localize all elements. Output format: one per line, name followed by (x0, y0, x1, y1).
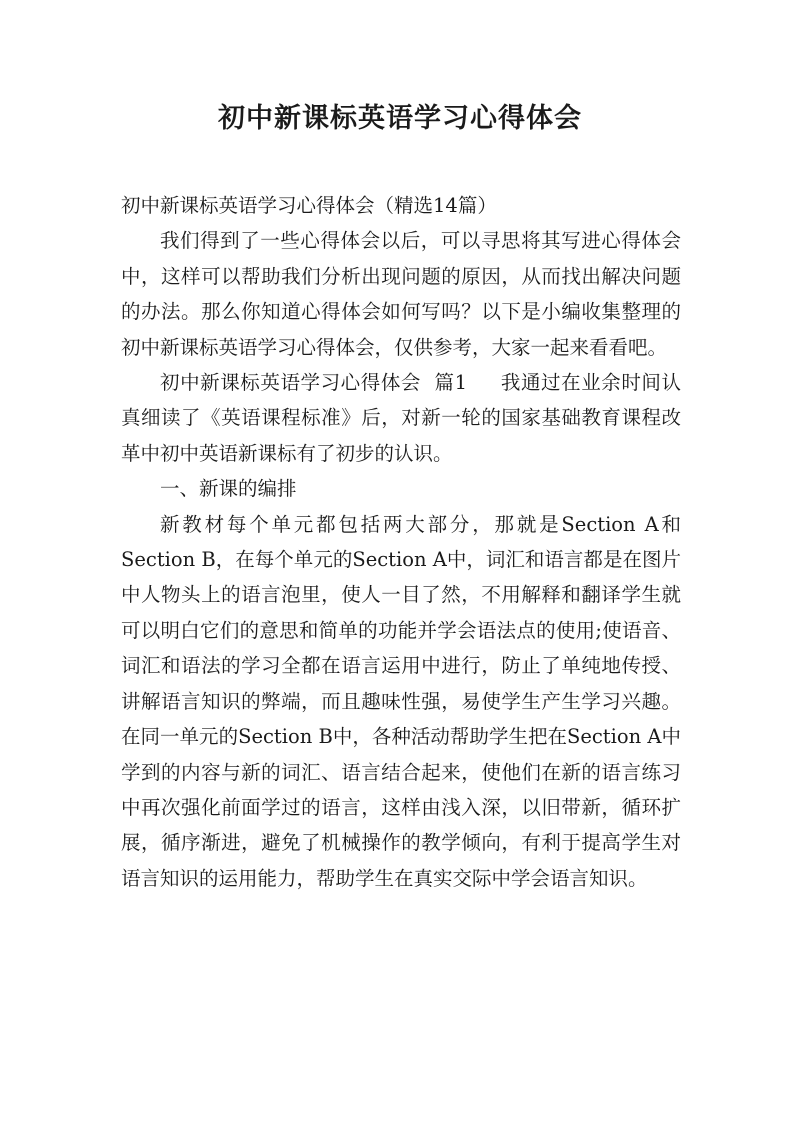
section-1-paragraph: 初中新课标英语学习心得体会 篇1 我通过在业余时间认真细读了《英语课程标准》后，对新一轮的国家基础教育课程改革中初中英语新课标有了初步的认识。 (121, 371, 681, 465)
page-title: 初中新课标英语学习心得体会 (218, 103, 582, 134)
content-paragraph: 新教材每个单元都包括两大部分，那就是Section A和Section B，在每个单元的Section A中，词汇和语言都是在图片中人物头上的语言泡里，使人一目了然，不用解释和翻译学生就可以明白它们的意思和简单的功能并学会语法点的使用;使语音、词汇和语法的学习全都在语言运用中进行，防止了单纯地传授、讲解语言知识的弊端，而且趣味性强，易使学生产生学习兴趣。在同一单元的Section B中，各种活动帮助学生把在Section A中学到的内容与新的词汇、语言结合起来，使他们在新的语言练习中再次强化前面学过的语言，这样由浅入深，以旧带新，循环扩展，循序渐进，避免了机械操作的教学倾向，有利于提高学生对语言知识的运用能力，帮助学生在真实交际中学会语言知识。 (121, 512, 681, 890)
document-subtitle: 初中新课标英语学习心得体会（精选14篇） (121, 194, 497, 217)
intro-paragraph: 我们得到了一些心得体会以后，可以寻思将其写进心得体会中，这样可以帮助我们分析出现问题的原因，从而找出解决问题的办法。那么你知道心得体会如何写吗？以下是小编收集整理的初中新课标英语学习心得体会，仅供参考，大家一起来看看吧。 (121, 229, 681, 359)
section-heading: 一、新课的编排 (160, 477, 297, 501)
document-body (121, 188, 681, 896)
